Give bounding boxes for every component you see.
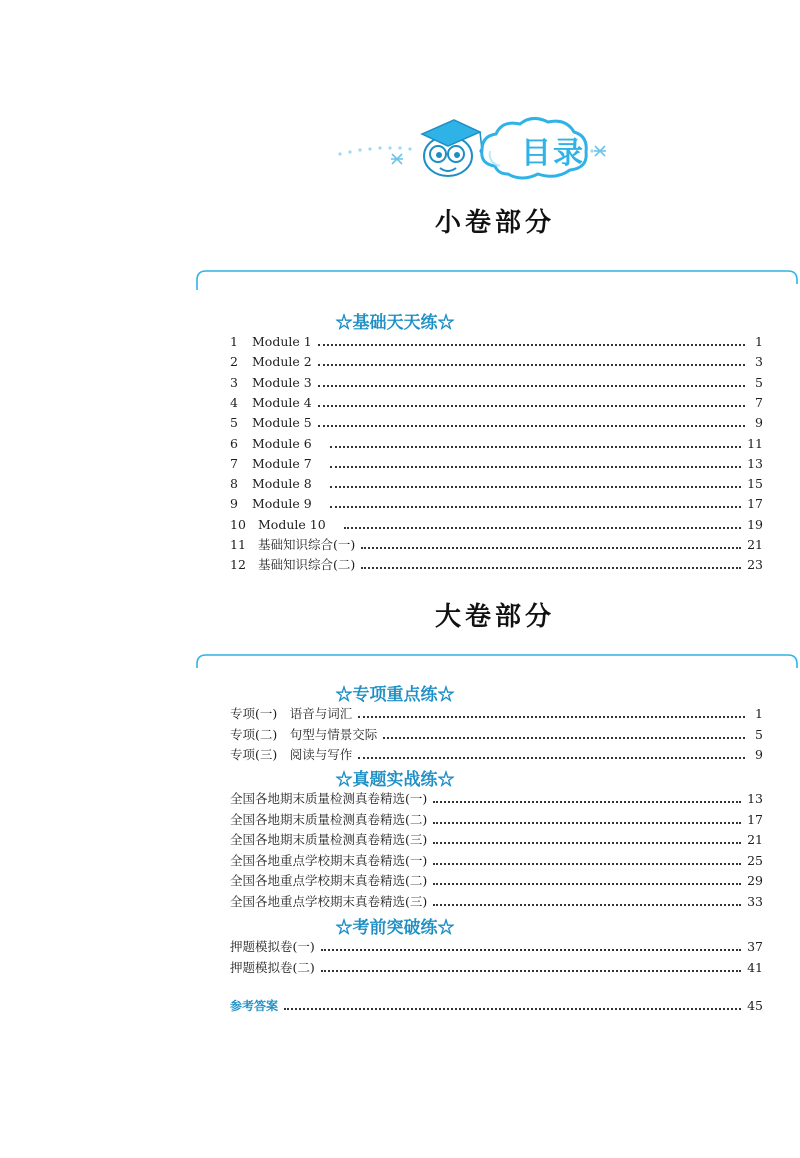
section-header-basic: ☆基础天天练☆ <box>335 313 455 333</box>
toc-page-number: 9 <box>755 415 763 431</box>
leader-dots <box>318 344 745 346</box>
toc-page-number: 37 <box>747 939 763 954</box>
toc-label: Module 5 <box>252 415 312 431</box>
leader-dots <box>318 425 745 427</box>
toc-row[interactable] <box>230 515 763 535</box>
leader-dots <box>383 737 745 739</box>
toc-label: 全国各地重点学校期末真卷精选(一) <box>230 852 428 868</box>
toc-label: 全国各地期末质量检测真卷精选(二) <box>230 811 428 827</box>
toc-row[interactable] <box>230 352 763 372</box>
toc-row[interactable] <box>230 555 763 575</box>
toc-number: 3 <box>230 374 238 390</box>
section-header: ☆真题实战练☆ <box>335 770 455 790</box>
toc-label: 全国各地重点学校期末真卷精选(二) <box>230 873 428 889</box>
leader-dots <box>321 970 741 972</box>
leader-dots <box>433 863 741 865</box>
toc-label: 专项(一) 语音与词汇 <box>230 706 353 721</box>
toc-number: 9 <box>230 496 238 512</box>
toc-page-number: 21 <box>747 537 763 552</box>
toc-number: 2 <box>230 354 238 370</box>
toc-label: 全国各地期末质量检测真卷精选(三) <box>230 832 428 848</box>
toc-label: Module 8 <box>252 476 312 492</box>
leader-dots <box>358 757 745 759</box>
toc-label: Module 3 <box>252 374 312 390</box>
toc-row[interactable] <box>230 725 763 745</box>
toc-row[interactable] <box>230 937 763 957</box>
toc-label: Module 4 <box>252 394 312 410</box>
answers-page: 45 <box>747 998 763 1013</box>
leader-dots <box>330 466 741 468</box>
toc-number: 4 <box>230 394 238 410</box>
toc-row[interactable] <box>230 535 763 555</box>
toc-page-number: 17 <box>747 496 763 512</box>
toc-page-number: 19 <box>747 516 763 532</box>
leader-dots <box>318 405 745 407</box>
toc-row[interactable] <box>230 454 763 474</box>
toc-number: 7 <box>230 455 238 471</box>
toc-label: 专项(三) 阅读与写作 <box>230 747 353 763</box>
toc-page-number: 5 <box>755 726 763 742</box>
toc-label: 专项(二) 句型与情景交际 <box>230 726 378 742</box>
toc-label: Module 1 <box>252 334 312 349</box>
toc-page-number: 3 <box>755 354 763 370</box>
toc-page-number: 29 <box>747 873 763 889</box>
leader-dots <box>433 801 741 803</box>
toc-row[interactable] <box>230 434 763 454</box>
leader-dots <box>358 716 745 718</box>
toc-row[interactable] <box>230 830 763 850</box>
toc-row[interactable] <box>230 851 763 871</box>
toc-page-number: 11 <box>747 435 763 451</box>
section-header: ☆考前突破练☆ <box>335 918 455 938</box>
toc-page-number: 15 <box>747 476 763 492</box>
leader-dots <box>330 486 741 488</box>
toc-row[interactable] <box>230 745 763 765</box>
toc-row[interactable] <box>230 413 763 433</box>
toc-row[interactable] <box>230 810 763 830</box>
toc-page-number: 13 <box>747 791 763 806</box>
toc-number: 11 <box>230 537 246 552</box>
toc-page-number: 5 <box>755 374 763 390</box>
toc-page-number: 1 <box>755 706 763 721</box>
toc-row[interactable] <box>230 704 763 724</box>
toc-page-number: 33 <box>747 894 763 909</box>
part-title-large: 大卷部分 <box>434 602 555 632</box>
toc-page-number: 41 <box>747 959 763 975</box>
answers-label: 参考答案 <box>230 999 279 1013</box>
leader-dots <box>321 949 741 951</box>
leader-dots <box>318 385 745 387</box>
toc-row[interactable] <box>230 474 763 494</box>
leader-dots <box>361 547 741 549</box>
toc-label: Module 6 <box>252 435 312 451</box>
leader-dots <box>433 822 741 824</box>
leader-dots <box>318 364 745 366</box>
part-title-small: 小卷部分 <box>434 208 555 238</box>
toc-title: 目录 <box>521 136 585 171</box>
answers-row[interactable] <box>230 996 763 1016</box>
toc-page-number: 25 <box>747 852 763 868</box>
leader-dots <box>284 1008 741 1010</box>
toc-label: 基础知识综合(一) <box>258 537 356 552</box>
toc-label: Module 2 <box>252 354 312 370</box>
toc-label: 基础知识综合(二) <box>258 557 356 573</box>
toc-row[interactable] <box>230 871 763 891</box>
toc-label: 全国各地期末质量检测真卷精选(一) <box>230 791 428 806</box>
toc-label: Module 9 <box>252 496 312 512</box>
leader-dots <box>330 506 741 508</box>
toc-row[interactable] <box>230 789 763 809</box>
toc-page-number: 21 <box>747 832 763 848</box>
toc-number: 10 <box>230 516 246 532</box>
leader-dots <box>361 567 741 569</box>
toc-row[interactable] <box>230 494 763 514</box>
toc-page-number: 1 <box>755 334 763 349</box>
leader-dots <box>433 904 741 906</box>
toc-page-number: 23 <box>747 557 763 573</box>
leader-dots <box>344 527 741 529</box>
toc-page-number: 17 <box>747 811 763 827</box>
toc-label: 全国各地重点学校期末真卷精选(三) <box>230 894 428 909</box>
toc-number: 12 <box>230 557 246 573</box>
toc-row[interactable] <box>230 892 763 912</box>
leader-dots <box>433 842 741 844</box>
toc-label: Module 10 <box>258 516 326 532</box>
toc-row[interactable] <box>230 332 763 352</box>
leader-dots <box>330 446 741 448</box>
toc-number: 1 <box>230 334 238 349</box>
toc-page-number: 9 <box>755 747 763 763</box>
toc-page-number: 13 <box>747 455 763 471</box>
toc-row[interactable] <box>230 958 763 978</box>
toc-label: 押题模拟卷(二) <box>230 959 315 975</box>
leader-dots <box>433 883 741 885</box>
section-header: ☆专项重点练☆ <box>335 685 455 705</box>
toc-row[interactable] <box>230 393 763 413</box>
toc-label: Module 7 <box>252 455 312 471</box>
toc-number: 6 <box>230 435 238 451</box>
toc-number: 8 <box>230 476 238 492</box>
toc-row[interactable] <box>230 373 763 393</box>
toc-page-number: 7 <box>755 394 763 410</box>
toc-number: 5 <box>230 415 238 431</box>
toc-label: 押题模拟卷(一) <box>230 939 315 954</box>
